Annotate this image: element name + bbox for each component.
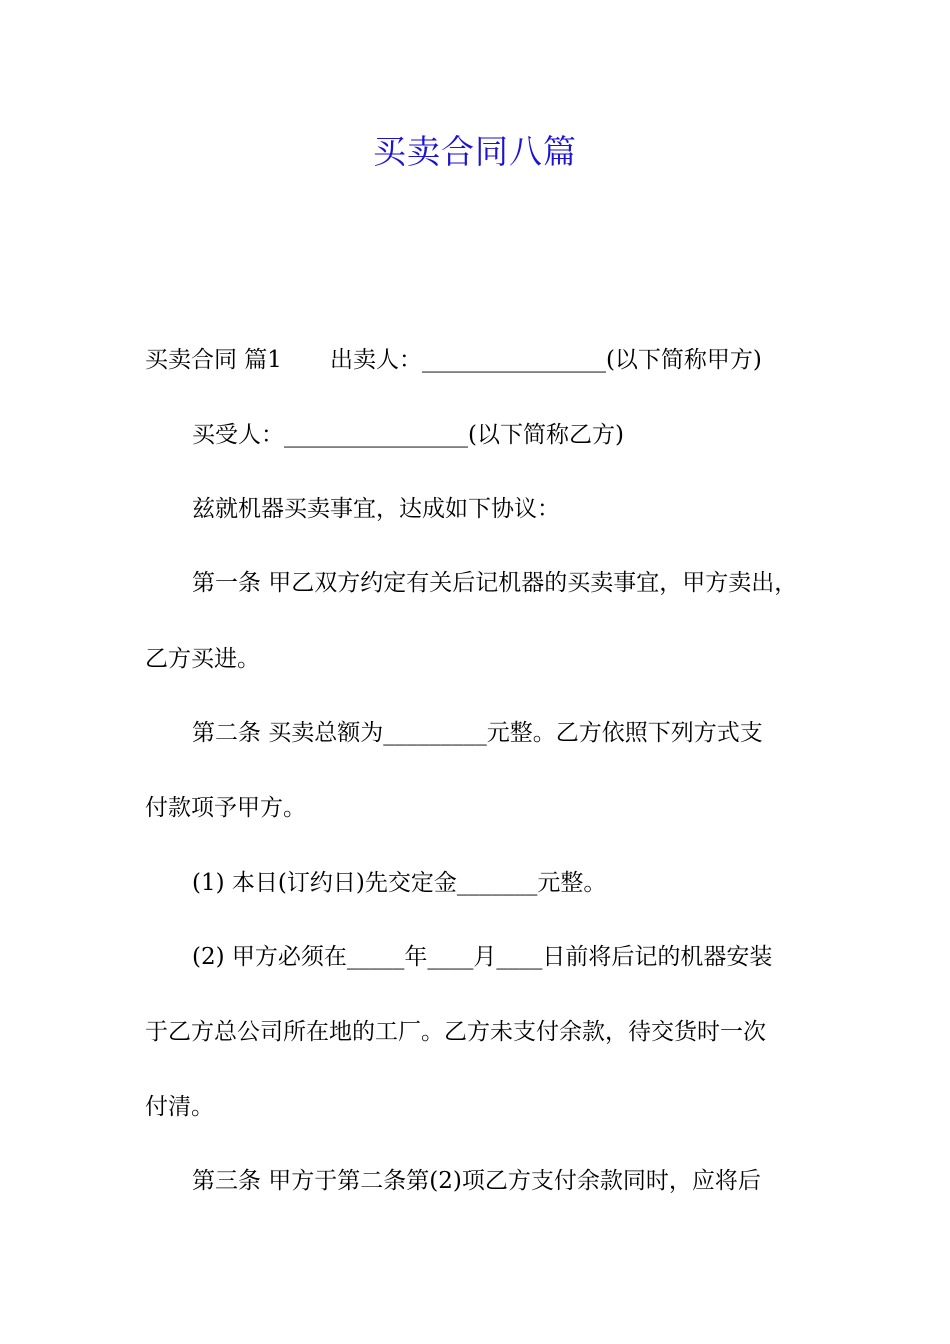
- article-3-line-1: 第三条 甲方于第二条第(2)项乙方支付余款同时，应将后: [192, 1168, 761, 1194]
- document-title: 买卖合同八篇: [373, 132, 577, 171]
- item-2-line-2: 于乙方总公司所在地的工厂。乙方未支付余款，待交货时一次: [145, 1019, 766, 1045]
- contract-line-1: [145, 343, 762, 377]
- article-2-line-1: 第二条 买卖总额为_________元整。乙方依照下列方式支: [192, 720, 763, 746]
- article-1-line-2: 乙方买进。: [145, 646, 260, 672]
- agreement-intro: 兹就机器买卖事宜，达成如下协议：: [192, 496, 560, 522]
- buyer-field: 买受人：________________(以下简称乙方): [192, 422, 624, 448]
- item-1: (1) 本日(订约日)先交定金_______元整。: [192, 870, 607, 896]
- item-2-line-3: 付清。: [145, 1094, 214, 1120]
- item-2-line-1: (2) 甲方必须在_____年____月____日前将后记的机器安装: [192, 944, 773, 970]
- contract-heading: 买卖合同 篇1: [145, 347, 282, 373]
- article-1-line-1: 第一条 甲乙双方约定有关后记机器的买卖事宜，甲方卖出，: [192, 570, 798, 596]
- seller-field: 出卖人：________________(以下简称甲方): [329, 347, 762, 373]
- article-2-line-2: 付款项予甲方。: [145, 795, 306, 821]
